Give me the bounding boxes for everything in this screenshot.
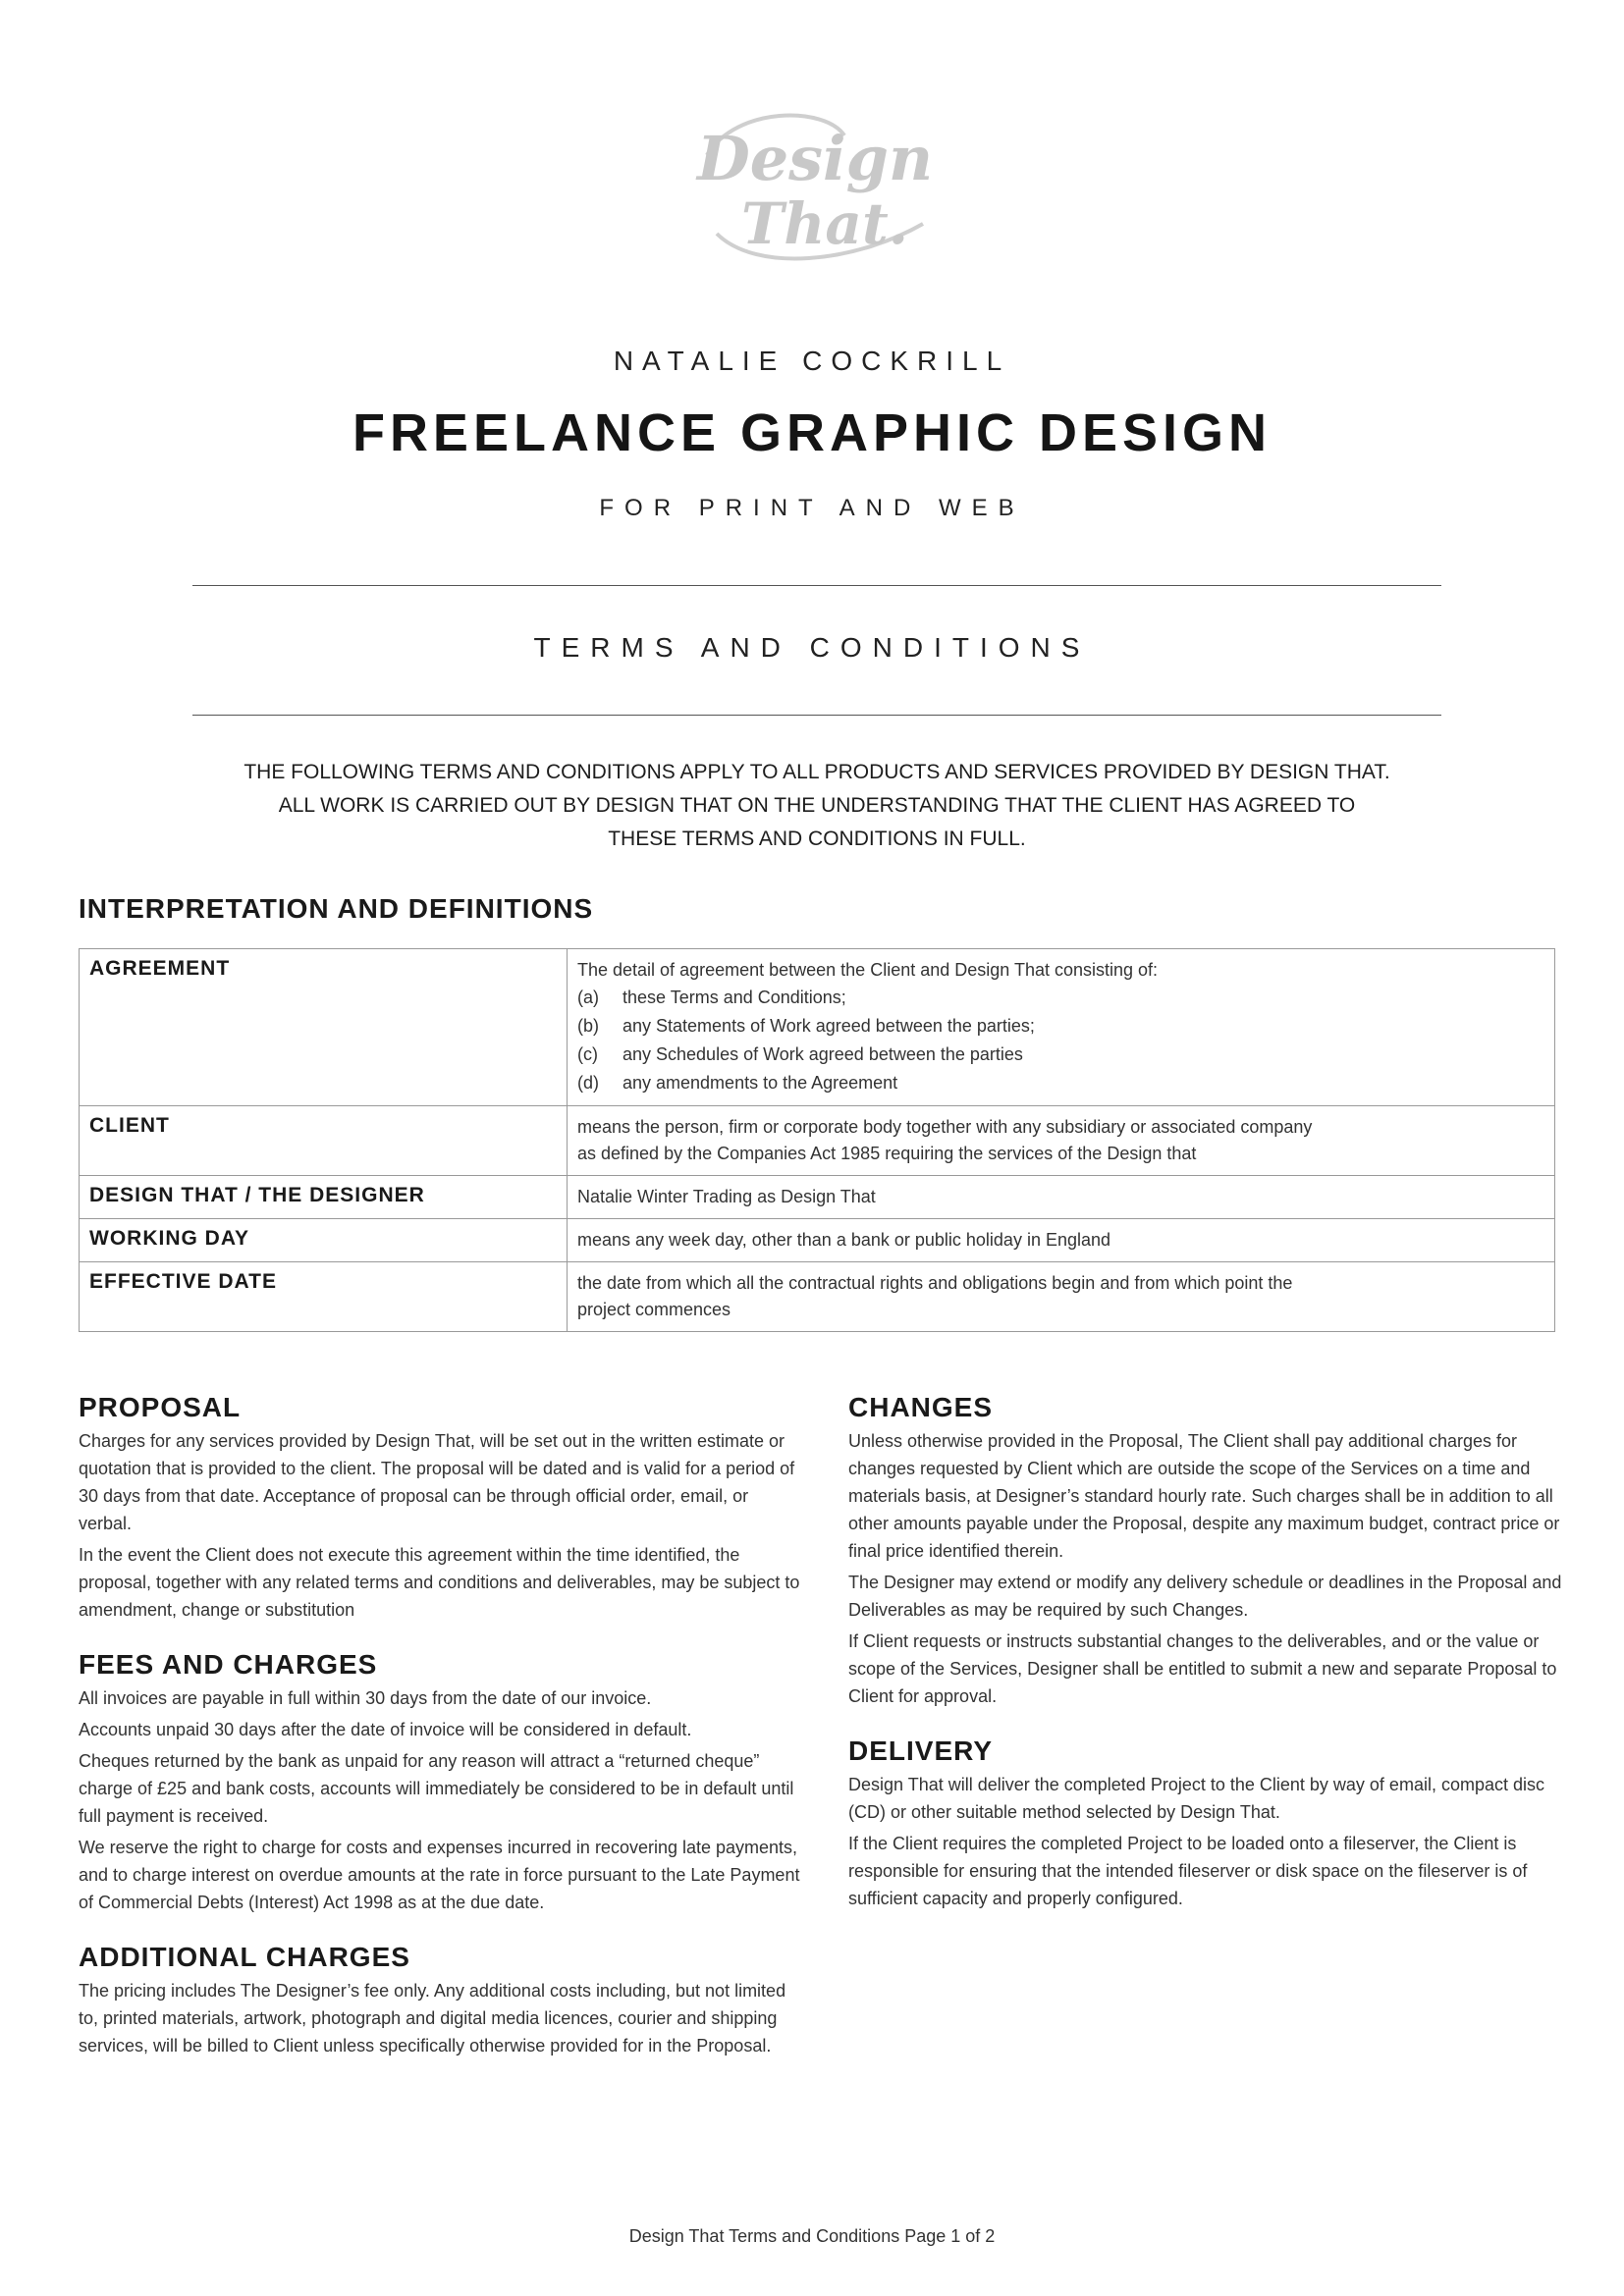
list-item [577,1012,1544,1041]
term-cell: CLIENT [80,1106,568,1176]
section-heading: PROPOSAL [79,1392,242,1422]
section-paragraph: Charges for any services provided by Design That, will be set out in the written estimate or quotation that is provided to the client. The proposal will be dated and is valid for a period of 30 days from that date. Acceptance of proposal can be through official order, email, or verbal. [79,1431,795,1533]
section-paragraph: The Designer may extend or modify any delivery schedule or deadlines in the Proposal and Deliverables as may be required by such Changes. [848,1573,1562,1620]
definition-line: The detail of agreement between the Client and Design That consisting of: [577,960,1159,980]
right-column [848,1390,1575,1936]
definition-cell [568,1106,1555,1176]
term-cell: AGREEMENT [80,949,568,1106]
definition-line: project commences [577,1300,731,1319]
term-cell: DESIGN THAT / THE DESIGNER [80,1176,568,1219]
table-row [80,949,1555,1106]
logo-script-svg [677,86,952,283]
section-delivery [848,1734,1575,1912]
divider-bottom [192,715,1441,716]
section-heading: ADDITIONAL CHARGES [79,1942,410,1972]
owner-name: NATALIE COCKRILL [613,346,1011,376]
logo-word-1: Design [696,123,934,194]
intro-line: THE FOLLOWING TERMS AND CONDITIONS APPLY TO ALL PRODUCTS AND SERVICES PROVIDED BY DESIGN THAT. [244,761,1390,783]
intro-line: THESE TERMS AND CONDITIONS IN FULL. [608,828,1026,850]
definition-cell [568,1176,1555,1219]
section-proposal [79,1390,805,1624]
logo-word-2: That. [741,190,908,257]
section-paragraph: In the event the Client does not execute this agreement within the time identified, the proposal, together with any related terms and conditions and deliverables, may be subject to amendment, change or substitution [79,1545,800,1620]
section-paragraph: Accounts unpaid 30 days after the date of invoice will be considered in default. [79,1720,692,1739]
definition-line: Natalie Winter Trading as Design That [577,1187,876,1206]
definitions-table [79,948,1555,1332]
list-label: (d) [577,1073,599,1093]
definition-line: as defined by the Companies Act 1985 requiring the services of the Design that [577,1144,1197,1163]
section-paragraph: Cheques returned by the bank as unpaid for any reason will attract a “returned cheque” charge of £25 and bank costs, accounts will immediately be considered to be in default until full payment is received. [79,1751,794,1826]
list-item [577,1041,1544,1069]
design-that-logo [677,86,952,283]
section-paragraph: If Client requests or instructs substantial changes to the deliverables, and or the value or scope of the Services, Designer shall be entitled to submit a new and separate Proposal to Client for approval. [848,1631,1557,1706]
section-paragraph: Unless otherwise provided in the Proposal, The Client shall pay additional charges for changes requested by Client which are outside the scope of the Services on a time and materials basis, at Designer’s standard hourly rate. Such charges shall be in addition to all other amounts payable under the Proposal, despite any maximum budget, contract price or final price identified therein. [848,1431,1560,1561]
list-item [577,984,1544,1012]
definition-line: means any week day, other than a bank or public holiday in England [577,1230,1111,1250]
definition-cell [568,1219,1555,1262]
section-paragraph: The pricing includes The Designer’s fee only. Any additional costs including, but not limited to, printed materials, artwork, photograph and digital media licences, courier and shipping services, will be billed to Client unless specifically otherwise provided for in the Proposal. [79,1981,786,2056]
list-label: (c) [577,1044,598,1064]
table-row [80,1262,1555,1332]
page-subtitle: FOR PRINT AND WEB [599,495,1025,521]
list-text: any amendments to the Agreement [623,1073,898,1093]
section-paragraph: We reserve the right to charge for costs and expenses incurred in recovering late payments, and to charge interest on overdue amounts at the rate in force pursuant to the Late Payment of Commercial Debts (Interest) Act 1998 as at the due date. [79,1838,800,1912]
definition-cell [568,949,1555,1106]
section-fees-and-charges [79,1647,805,1916]
section-paragraph: Design That will deliver the completed Project to the Client by way of email, compact disc (CD) or other suitable method selected by Design That. [848,1775,1544,1822]
intro-line: ALL WORK IS CARRIED OUT BY DESIGN THAT ON THE UNDERSTANDING THAT THE CLIENT HAS AGREED TO [278,794,1356,817]
left-column [79,1390,805,2083]
section-additional-charges [79,1940,805,2059]
section-heading: CHANGES [848,1392,994,1422]
definitions-heading: INTERPRETATION AND DEFINITIONS [79,893,594,924]
table-row [80,1219,1555,1262]
definition-line: the date from which all the contractual rights and obligations begin and from which point the [577,1273,1293,1293]
definition-cell [568,1262,1555,1332]
section-heading: FEES AND CHARGES [79,1649,378,1680]
table-row [80,1176,1555,1219]
list-text: these Terms and Conditions; [623,988,846,1007]
page-footer: Design That Terms and Conditions Page 1 of 2 [628,2226,996,2246]
definition-line: means the person, firm or corporate body together with any subsidiary or associated company [577,1117,1313,1137]
page-title: FREELANCE GRAPHIC DESIGN [352,403,1272,462]
list-label: (b) [577,1016,599,1036]
terms-heading: TERMS AND CONDITIONS [533,632,1091,663]
term-cell: WORKING DAY [80,1219,568,1262]
section-changes [848,1390,1575,1710]
list-label: (a) [577,988,599,1007]
list-item [577,1069,1544,1097]
divider-top [192,585,1441,586]
section-paragraph: All invoices are payable in full within 30 days from the date of our invoice. [79,1688,652,1708]
table-row [80,1106,1555,1176]
list-text: any Schedules of Work agreed between the parties [623,1044,1023,1064]
intro-statement [192,756,1441,856]
term-cell: EFFECTIVE DATE [80,1262,568,1332]
list-text: any Statements of Work agreed between the parties; [623,1016,1035,1036]
section-heading: DELIVERY [848,1735,993,1766]
section-paragraph: If the Client requires the completed Project to be loaded onto a fileserver, the Client is responsible for ensuring that the intended fileserver or disk space on the fileserver is of sufficient capacity and properly configured. [848,1834,1528,1908]
